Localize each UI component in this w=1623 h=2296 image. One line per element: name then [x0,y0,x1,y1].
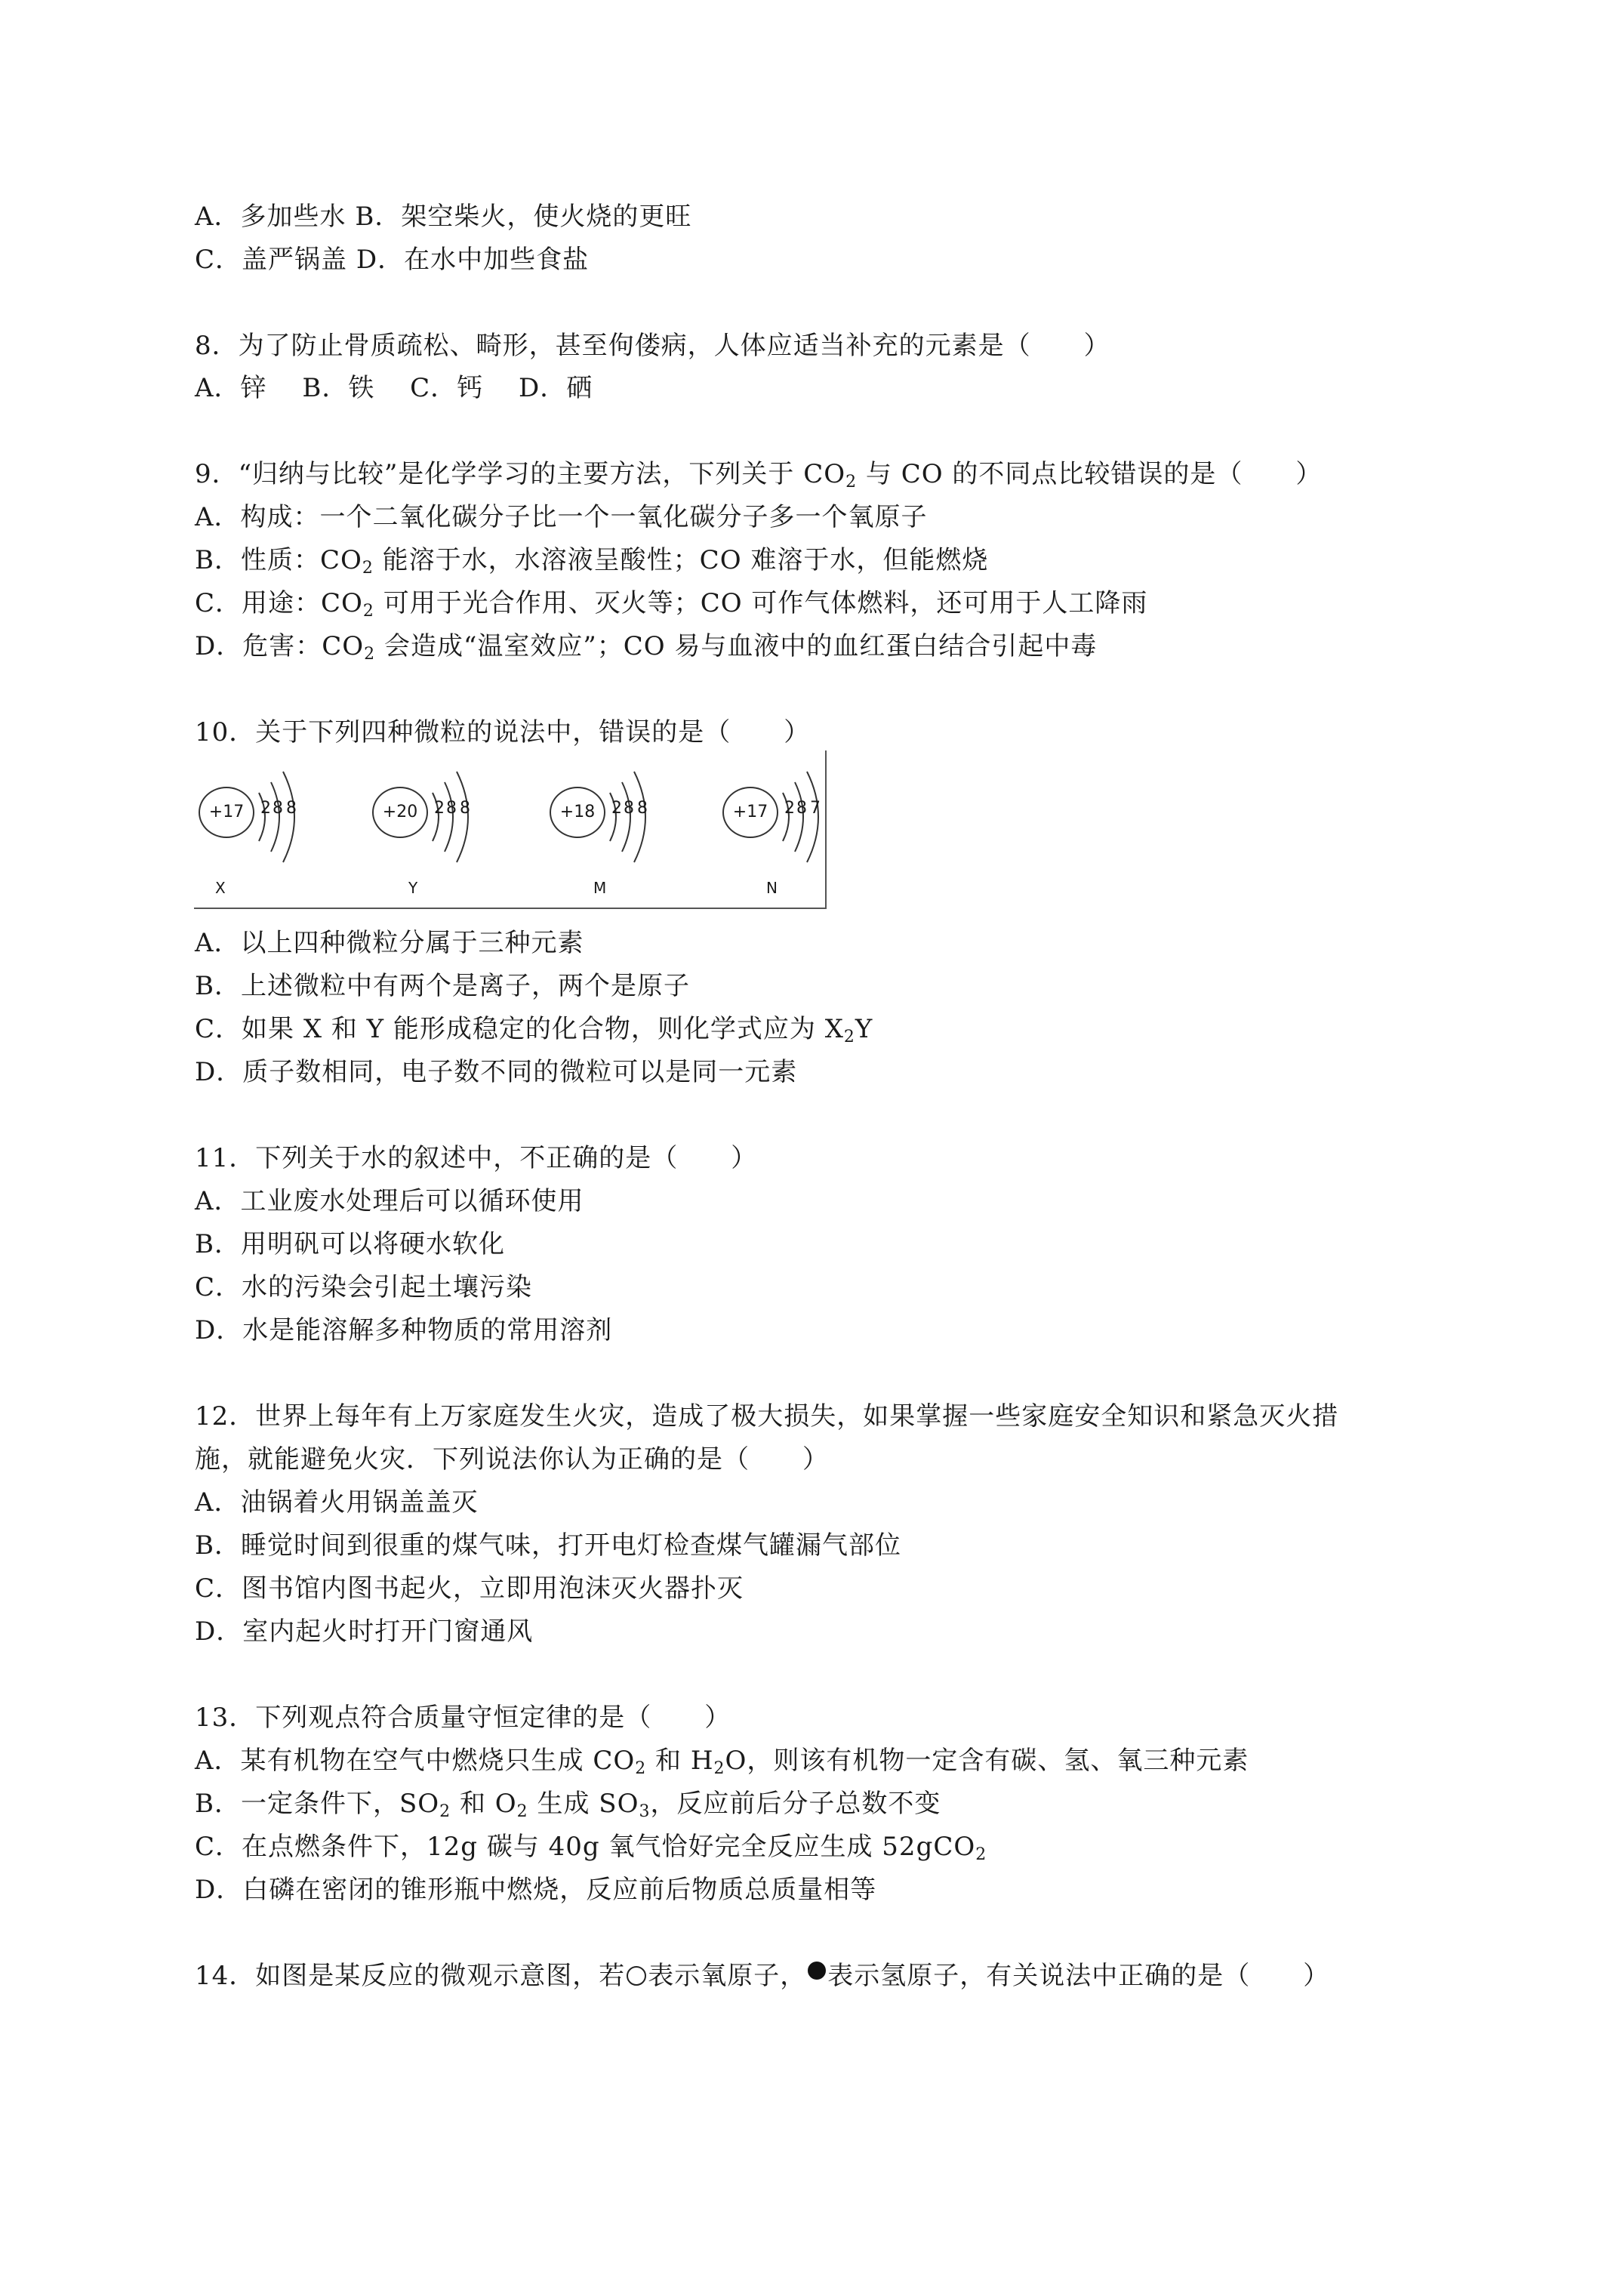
q12-option-d: D．室内起火时打开门窗通风 [195,1616,534,1647]
shell-1-electrons: 2 [611,799,622,818]
q13-option-d: D．白磷在密闭的锥形瓶中燃烧，反应前后物质总质量相等 [195,1875,877,1905]
hydrogen-atom-icon [808,1962,826,1980]
q10-option-d: D．质子数相同，电子数不同的微粒可以是同一元素 [195,1057,798,1087]
q9-option-a: A．构成：一个二氧化碳分子比一个一氧化碳分子多一个氧原子 [195,502,928,532]
shell-2-electrons: 8 [273,799,283,818]
shell-3-electrons: 8 [460,799,470,818]
q12-option-b: B．睡觉时间到很重的煤气味，打开电灯检查煤气罐漏气部位 [195,1530,901,1561]
shell-2-electrons: 8 [624,799,634,818]
q14-stem: 14．如图是某反应的微观示意图，若 表示氧原子， 表示氢原子，有关说法中正确的是（ ） [195,1961,1330,1991]
q11-option-d: D．水是能溶解多种物质的常用溶剂 [195,1315,613,1345]
q9-stem: 9．“归纳与比较”是化学学习的主要方法，下列关于 $CO_2$ 与 CO 的不同点比较错误的是（ ） [195,459,1323,492]
shell-1-electrons: 2 [260,799,271,818]
particle-m [545,750,704,901]
shell-2-electrons: 8 [446,799,457,818]
particle-y [368,750,526,901]
shell-2-electrons: 8 [796,799,807,818]
q13-stem: 13．下列观点符合质量守恒定律的是（ ） [195,1703,731,1733]
shell-1-electrons: 2 [784,799,795,818]
shell-3-electrons: 8 [286,799,297,818]
q11-stem: 11．下列关于水的叙述中，不正确的是（ ） [195,1143,758,1173]
q12-stem-line2: 施，就能避免火灾．下列说法你认为正确的是（ ） [195,1444,829,1475]
particle-label: Y [408,879,418,897]
q11-option-c: C．水的污染会引起土壤污染 [195,1272,533,1302]
q10-option-a: A．以上四种微粒分属于三种元素 [195,928,584,958]
q9-option-b: B．性质：$CO_2$ 能溶于水，水溶液呈酸性；CO 难溶于水，但能燃烧 [195,545,989,578]
q11-option-b: B．用明矾可以将硬水软化 [195,1229,505,1259]
q7-option-cd: C．盖严锅盖 D．在水中加些食盐 [195,245,590,275]
particle-label: M [593,879,607,897]
q11-option-a: A．工业废水处理后可以循环使用 [195,1186,584,1216]
q13-option-b: B．一定条件下，$SO_2$ 和 $O_2$ 生成 $SO_3$，反应前后分子总数不变 [195,1789,941,1821]
particle-n [718,750,876,901]
particle-x [194,750,353,901]
shell-1-electrons: 2 [434,799,445,818]
nucleus: +17 [722,787,778,838]
q12-option-c: C．图书馆内图书起火，立即用泡沫灭火器扑灭 [195,1573,744,1604]
q13-option-a: A．某有机物在空气中燃烧只生成 $CO_2$ 和 $H_2O$，则该有机物一定含有碳、氢、氧三种元素 [195,1746,1249,1778]
shell-3-electrons: 7 [810,799,821,818]
q8-options: A．锌 B．铁 C．钙 D．硒 [195,373,593,403]
q7-option-ab: A．多加些水 B．架空柴火，使火烧的更旺 [195,202,692,232]
q13-option-c: C．在点燃条件下，12g 碳与 40g 氧气恰好完全反应生成 52gCO$_2$ [195,1832,987,1864]
q9-option-c: C．用途：$CO_2$ 可用于光合作用、灭火等；CO 可作气体燃料，还可用于人工降雨 [195,588,1148,621]
oxygen-atom-icon [627,1966,646,1986]
q10-stem: 10．关于下列四种微粒的说法中，错误的是（ ） [195,717,811,747]
nucleus: +17 [199,787,254,838]
nucleus: +20 [372,787,428,838]
q9-option-d: D．危害：$CO_2$ 会造成“温室效应”；CO 易与血液中的血红蛋白结合引起中毒 [195,631,1098,664]
particle-label: N [766,879,778,897]
q12-stem-line1: 12．世界上每年有上万家庭发生火灾，造成了极大损失，如果掌握一些家庭安全知识和紧急灭火措 [195,1401,1339,1432]
q10-option-b: B．上述微粒中有两个是离子，两个是原子 [195,971,690,1001]
q8-stem: 8．为了防止骨质疏松、畸形，甚至佝偻病，人体应适当补充的元素是（ ） [195,331,1110,361]
particle-label: X [215,879,226,897]
nucleus: +18 [550,787,605,838]
shell-3-electrons: 8 [637,799,648,818]
q12-option-a: A．油锅着火用锅盖盖灭 [195,1487,479,1518]
atomic-structure-figure [194,750,828,911]
q10-option-c: C．如果 X 和 Y 能形成稳定的化合物，则化学式应为 $X_2Y$ [195,1014,873,1046]
